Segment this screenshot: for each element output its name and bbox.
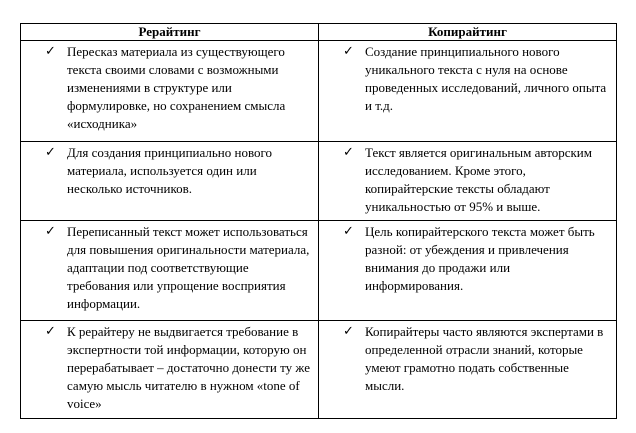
table-cell-left	[21, 321, 319, 419]
check-mark-icon: ✓	[343, 44, 354, 59]
check-mark-icon: ✓	[45, 224, 56, 239]
cell-text: Пересказ материала из существующего текста своими словами с возможными изменениями в структуре или формулировке, но сохранением смысла «исходника»	[67, 44, 286, 131]
check-mark-icon: ✓	[45, 324, 56, 339]
check-mark-icon: ✓	[343, 324, 354, 339]
table-cell-left	[21, 142, 319, 221]
check-mark-icon: ✓	[45, 44, 56, 59]
check-mark-icon: ✓	[343, 224, 354, 239]
table-row	[21, 221, 617, 321]
table-cell-left	[21, 41, 319, 142]
header-copywriting: Копирайтинг	[319, 24, 617, 41]
cell-text: Текст является оригинальным авторским исследованием. Кроме этого, копирайтерские тексты обладают уникальностью от 95% и выше.	[365, 145, 592, 214]
cell-text: Цель копирайтерского текста может быть разной: от убеждения и привлечения внимания до продажи или информирования.	[365, 224, 595, 293]
table-cell-right	[319, 221, 617, 321]
table-row	[21, 142, 617, 221]
header-rewriting: Рерайтинг	[21, 24, 319, 41]
table-cell-left	[21, 221, 319, 321]
table-cell-right	[319, 142, 617, 221]
check-mark-icon: ✓	[343, 145, 354, 160]
cell-text: Для создания принципиально нового материала, используется один или несколько источников.	[67, 145, 273, 196]
cell-text: К рерайтеру не выдвигается требование в экспертности той информации, которую он перерабатывает – достаточно донести ту же самую мысль читателю в нужном «tone of voice»	[67, 324, 310, 411]
check-mark-icon: ✓	[45, 145, 56, 160]
cell-text: Создание принципиального нового уникального текста с нуля на основе проведенных исследований, личного опыта и т.д.	[365, 44, 607, 113]
table-row	[21, 321, 617, 419]
table-cell-right	[319, 41, 617, 142]
table-row	[21, 41, 617, 142]
comparison-table	[20, 23, 617, 419]
cell-text: Копирайтеры часто являются экспертами в определенной отрасли знаний, которые умеют грамотно подать собственные мысли.	[365, 324, 604, 393]
table-cell-right	[319, 321, 617, 419]
header-row	[21, 24, 617, 41]
cell-text: Переписанный текст может использоваться для повышения оригинальности материала, адаптации под соответствующие требования или упрощение восприятия информации.	[67, 224, 310, 311]
